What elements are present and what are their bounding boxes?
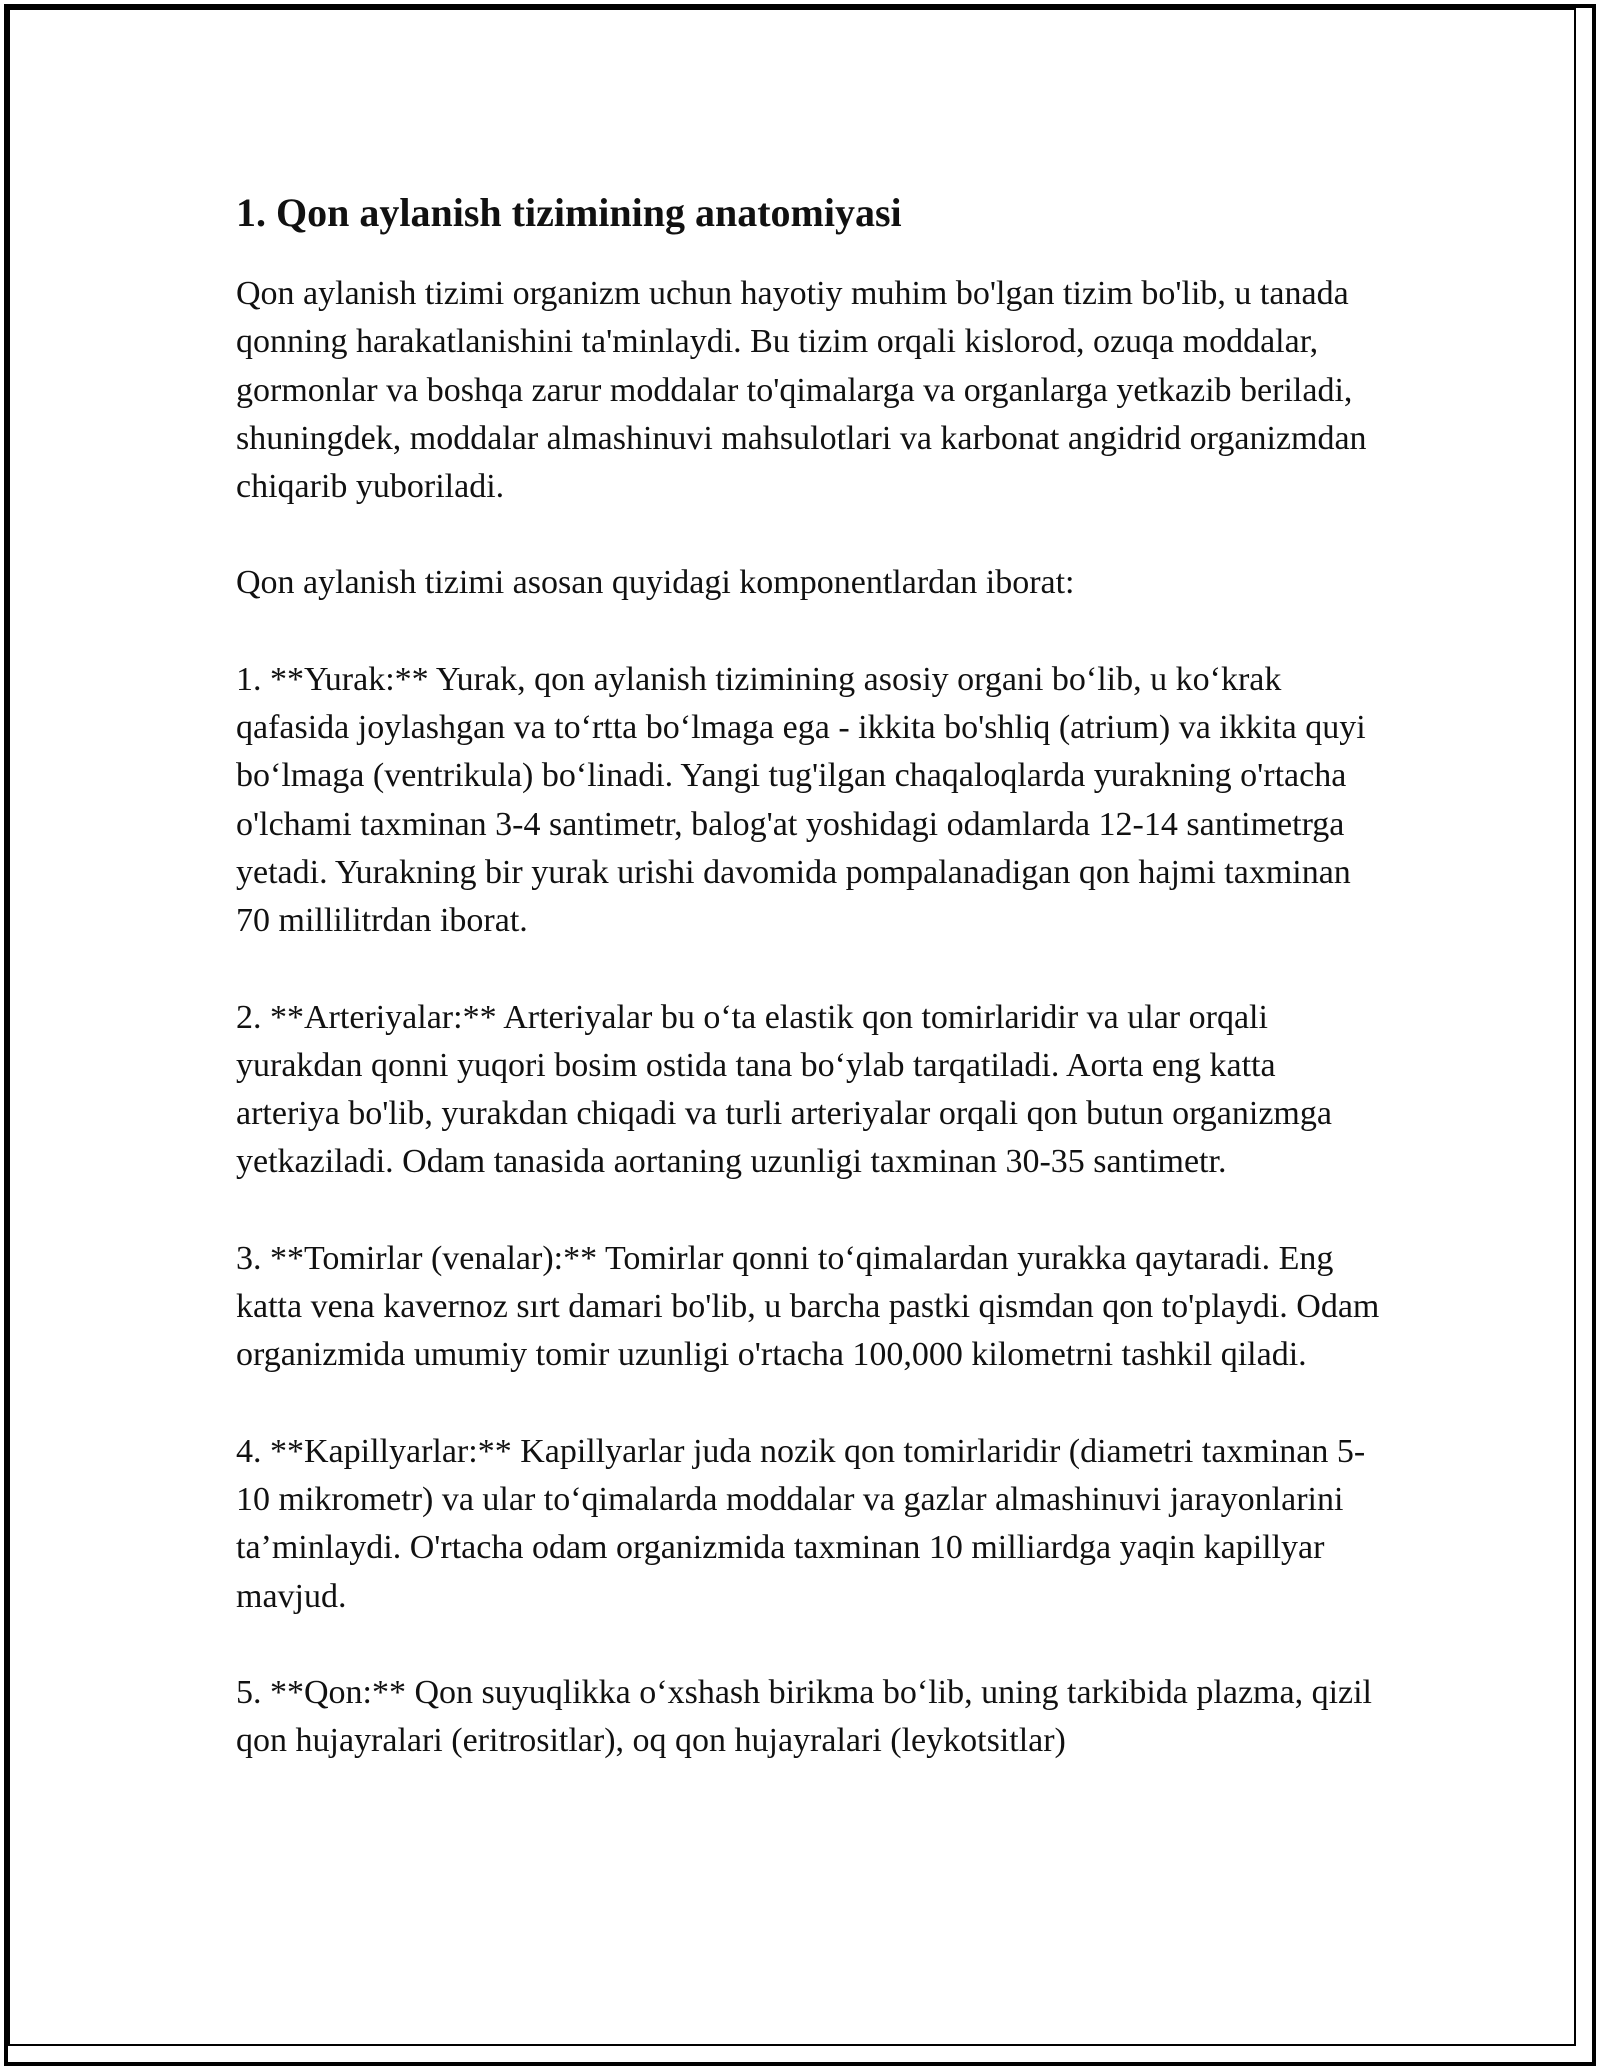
section-heading: 1. Qon aylanish tizimining anatomiyasi	[236, 190, 902, 235]
document-body	[236, 186, 1386, 1813]
list-item-blood: 5. **Qon:** Qon suyuqlikka o‘xshash birikma bo‘lib, uning tarkibida plazma, qizil qon hujayralari (eritrositlar), oq qon hujayralari (leykotsitlar)	[236, 1673, 1372, 1760]
list-item-capillaries: 4. **Kapillyarlar:** Kapillyarlar juda nozik qon tomirlaridir (diametri taxminan 5-10 mikrometr) va ular to‘qimalarda moddalar va gazlar almashinuvi jarayonlarini ta’minlaydi. O'rtacha odam organizmida taxminan 10 milliardga yaqin kapillyar mavjud.	[236, 1432, 1366, 1615]
list-item-veins: 3. **Tomirlar (venalar):** Tomirlar qonni to‘qimalardan yurakka qaytaradi. Eng katta vena kavernoz sırt damari bo'lib, u barcha pastki qismdan qon to'playdi. Odam organizmida umumiy tomir uzunligi o'rtacha 100,000 kilometrni tashkil qiladi.	[236, 1239, 1380, 1374]
list-item-arteries: 2. **Arteriyalar:** Arteriyalar bu o‘ta elastik qon tomirlaridir va ular orqali yurakdan qonni yuqori bosim ostida tana bo‘ylab tarqatiladi. Aorta eng katta arteriya bo'lib, yurakdan chiqadi va turli arteriyalar orqali qon butun organizmga yetkaziladi. Odam tanasida aortaning uzunligi taxminan 30-35 santimetr.	[236, 998, 1332, 1181]
list-item-heart: 1. **Yurak:** Yurak, qon aylanish tizimining asosiy organi bo‘lib, u ko‘krak qafasida joylashgan va to‘rtta bo‘lmaga ega - ikkita bo'shliq (atrium) va ikkita quyi bo‘lmaga (ventrikula) bo‘linadi. Yangi tug'ilgan chaqaloqlarda yurakning o'rtacha o'lchami taxminan 3-4 santimetr, balog'at yoshidagi odamlarda 12-14 santimetrga yetadi. Yurakning bir yurak urishi davomida pompalanadigan qon hajmi taxminan 70 millilitrdan iborat.	[236, 660, 1366, 940]
intro-paragraph: Qon aylanish tizimi organizm uchun hayotiy muhim bo'lgan tizim bo'lib, u tanada qonning harakatlanishini ta'minlaydi. Bu tizim orqali kislorod, ozuqa moddalar, gormonlar va boshqa zarur moddalar to'qimalarga va organlarga yetkazib beriladi, shuningdek, moddalar almashinuvi mahsulotlari va karbonat angidrid organizmdan chiqarib yuboriladi.	[236, 275, 1367, 506]
components-intro-paragraph: Qon aylanish tizimi asosan quyidagi komponentlardan iborat:	[236, 564, 1075, 602]
